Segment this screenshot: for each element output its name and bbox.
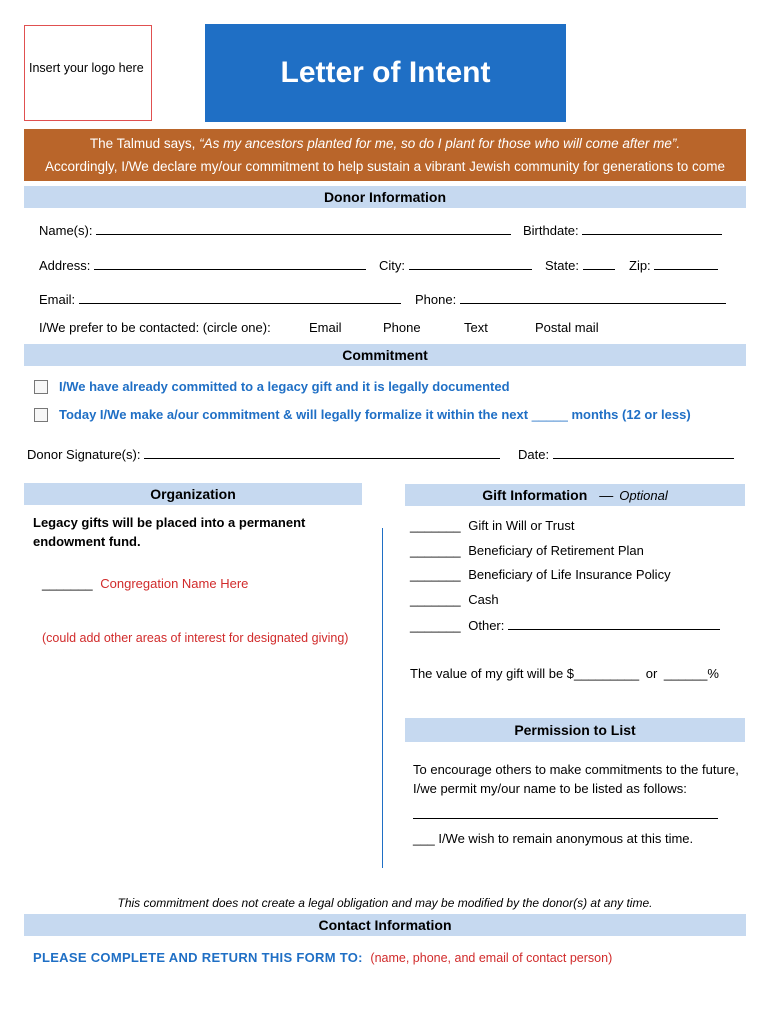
page-title: Letter of Intent [205, 24, 566, 122]
email-label: Email: [39, 292, 76, 307]
return-detail: (name, phone, and email of contact person) [370, 951, 613, 965]
names-label: Name(s): [39, 223, 93, 238]
commitment-option-2-prefix: Today I/We make a/our commitment & will legally formalize it within the next [59, 407, 529, 422]
gift-item-blank[interactable]: _______ [410, 518, 461, 533]
gift-item-insurance [410, 567, 671, 582]
months-blank[interactable]: _____ [531, 407, 568, 422]
zip-label: Zip: [629, 258, 651, 273]
address-row [39, 257, 366, 273]
contact-info-heading: Contact Information [24, 914, 746, 936]
return-label: PLEASE COMPLETE AND RETURN THIS FORM TO: [33, 950, 363, 965]
contact-option-email[interactable]: Email [309, 320, 342, 335]
banner-prefix: The Talmud says, [89, 136, 200, 151]
gift-item-blank[interactable]: _______ [410, 543, 461, 558]
anonymous-row [413, 831, 693, 846]
gift-item-blank[interactable]: _______ [410, 592, 461, 607]
contact-option-text[interactable]: Text [464, 320, 488, 335]
donor-info-heading: Donor Information [24, 186, 746, 208]
logo-placeholder [24, 25, 152, 121]
congregation-blank[interactable]: _______ [42, 576, 93, 591]
birthdate-row [523, 222, 722, 238]
banner-line2: Accordingly, I/We declare my/our commitment to help sustain a vibrant Jewish community for generations to come [44, 159, 726, 174]
congregation-row [42, 576, 248, 591]
gift-item-label: Other: [468, 618, 505, 633]
gift-item-label: Gift in Will or Trust [468, 518, 575, 533]
city-field[interactable] [409, 257, 532, 270]
zip-row [629, 257, 718, 273]
listing-name-field[interactable] [413, 806, 718, 819]
logo-placeholder-text: Insert your logo here [29, 61, 144, 75]
gift-other-field[interactable] [508, 617, 720, 630]
anonymous-blank[interactable]: ___ [413, 831, 435, 846]
zip-field[interactable] [654, 257, 718, 270]
organization-text: Legacy gifts will be placed into a permanent endowment fund. [33, 515, 306, 549]
gift-amount-blank[interactable]: _________ [574, 666, 640, 681]
contact-option-phone[interactable]: Phone [383, 320, 421, 335]
state-field[interactable] [583, 257, 615, 270]
gift-percent-blank[interactable]: ______ [663, 666, 708, 681]
state-row [545, 257, 615, 273]
return-row [33, 950, 612, 965]
gift-value-or: or [645, 666, 658, 681]
gift-item-retirement [410, 543, 644, 558]
permission-heading: Permission to List [405, 718, 745, 742]
gift-percent-sign: % [707, 666, 719, 681]
designated-giving-note: (could add other areas of interest for designated giving) [42, 631, 349, 645]
phone-label: Phone: [415, 292, 457, 307]
gift-info-optional: Optional [619, 487, 668, 503]
gift-info-dash: — [599, 487, 614, 503]
organization-heading: Organization [24, 483, 362, 505]
address-label: Address: [39, 258, 91, 273]
gift-item-will [410, 518, 574, 533]
commitment-option-2 [59, 407, 691, 422]
contact-pref-label: I/We prefer to be contacted: (circle one): [39, 320, 271, 335]
date-field[interactable] [553, 446, 734, 459]
column-divider [382, 528, 383, 868]
date-label: Date: [518, 447, 550, 462]
phone-row [415, 291, 726, 307]
disclaimer: This commitment does not create a legal obligation and may be modified by the donor(s) at any time. [117, 896, 653, 910]
state-label: State: [545, 258, 579, 273]
names-field[interactable] [96, 222, 511, 235]
email-row [39, 291, 401, 307]
contact-option-postal[interactable]: Postal mail [535, 320, 599, 335]
signature-row [27, 446, 500, 462]
phone-field[interactable] [460, 291, 726, 304]
gift-item-label: Beneficiary of Retirement Plan [468, 543, 644, 558]
date-row [518, 446, 734, 462]
gift-value-label: The value of my gift will be $ [410, 666, 575, 681]
city-label: City: [379, 258, 405, 273]
congregation-name: Congregation Name Here [100, 576, 249, 591]
birthdate-field[interactable] [582, 222, 722, 235]
talmud-banner [24, 129, 746, 181]
gift-item-cash [410, 592, 499, 607]
gift-item-label: Beneficiary of Life Insurance Policy [468, 567, 671, 582]
anonymous-text: I/We wish to remain anonymous at this time. [438, 831, 694, 846]
banner-quote: “As my ancestors planted for me, so do I plant for those who will come after me”. [199, 136, 681, 151]
gift-item-other [410, 617, 720, 633]
commitment-option-2-suffix: months (12 or less) [571, 407, 691, 422]
signature-field[interactable] [144, 446, 500, 459]
commitment-checkbox-2[interactable] [34, 408, 48, 422]
signature-label: Donor Signature(s): [27, 447, 141, 462]
commitment-option-1: I/We have already committed to a legacy gift and it is legally documented [59, 379, 510, 394]
gift-item-blank[interactable]: _______ [410, 567, 461, 582]
gift-info-heading [405, 484, 745, 506]
permission-text-2: I/we permit my/our name to be listed as follows: [413, 781, 687, 796]
gift-item-label: Cash [468, 592, 499, 607]
gift-item-blank[interactable]: _______ [410, 618, 461, 633]
birthdate-label: Birthdate: [523, 223, 579, 238]
gift-value-row [410, 666, 719, 681]
gift-info-title: Gift Information [482, 487, 588, 503]
address-field[interactable] [94, 257, 366, 270]
commitment-heading: Commitment [24, 344, 746, 366]
email-field[interactable] [79, 291, 401, 304]
permission-text-1: To encourage others to make commitments to the future, [413, 762, 739, 777]
city-row [379, 257, 532, 273]
names-row [39, 222, 511, 238]
commitment-checkbox-1[interactable] [34, 380, 48, 394]
